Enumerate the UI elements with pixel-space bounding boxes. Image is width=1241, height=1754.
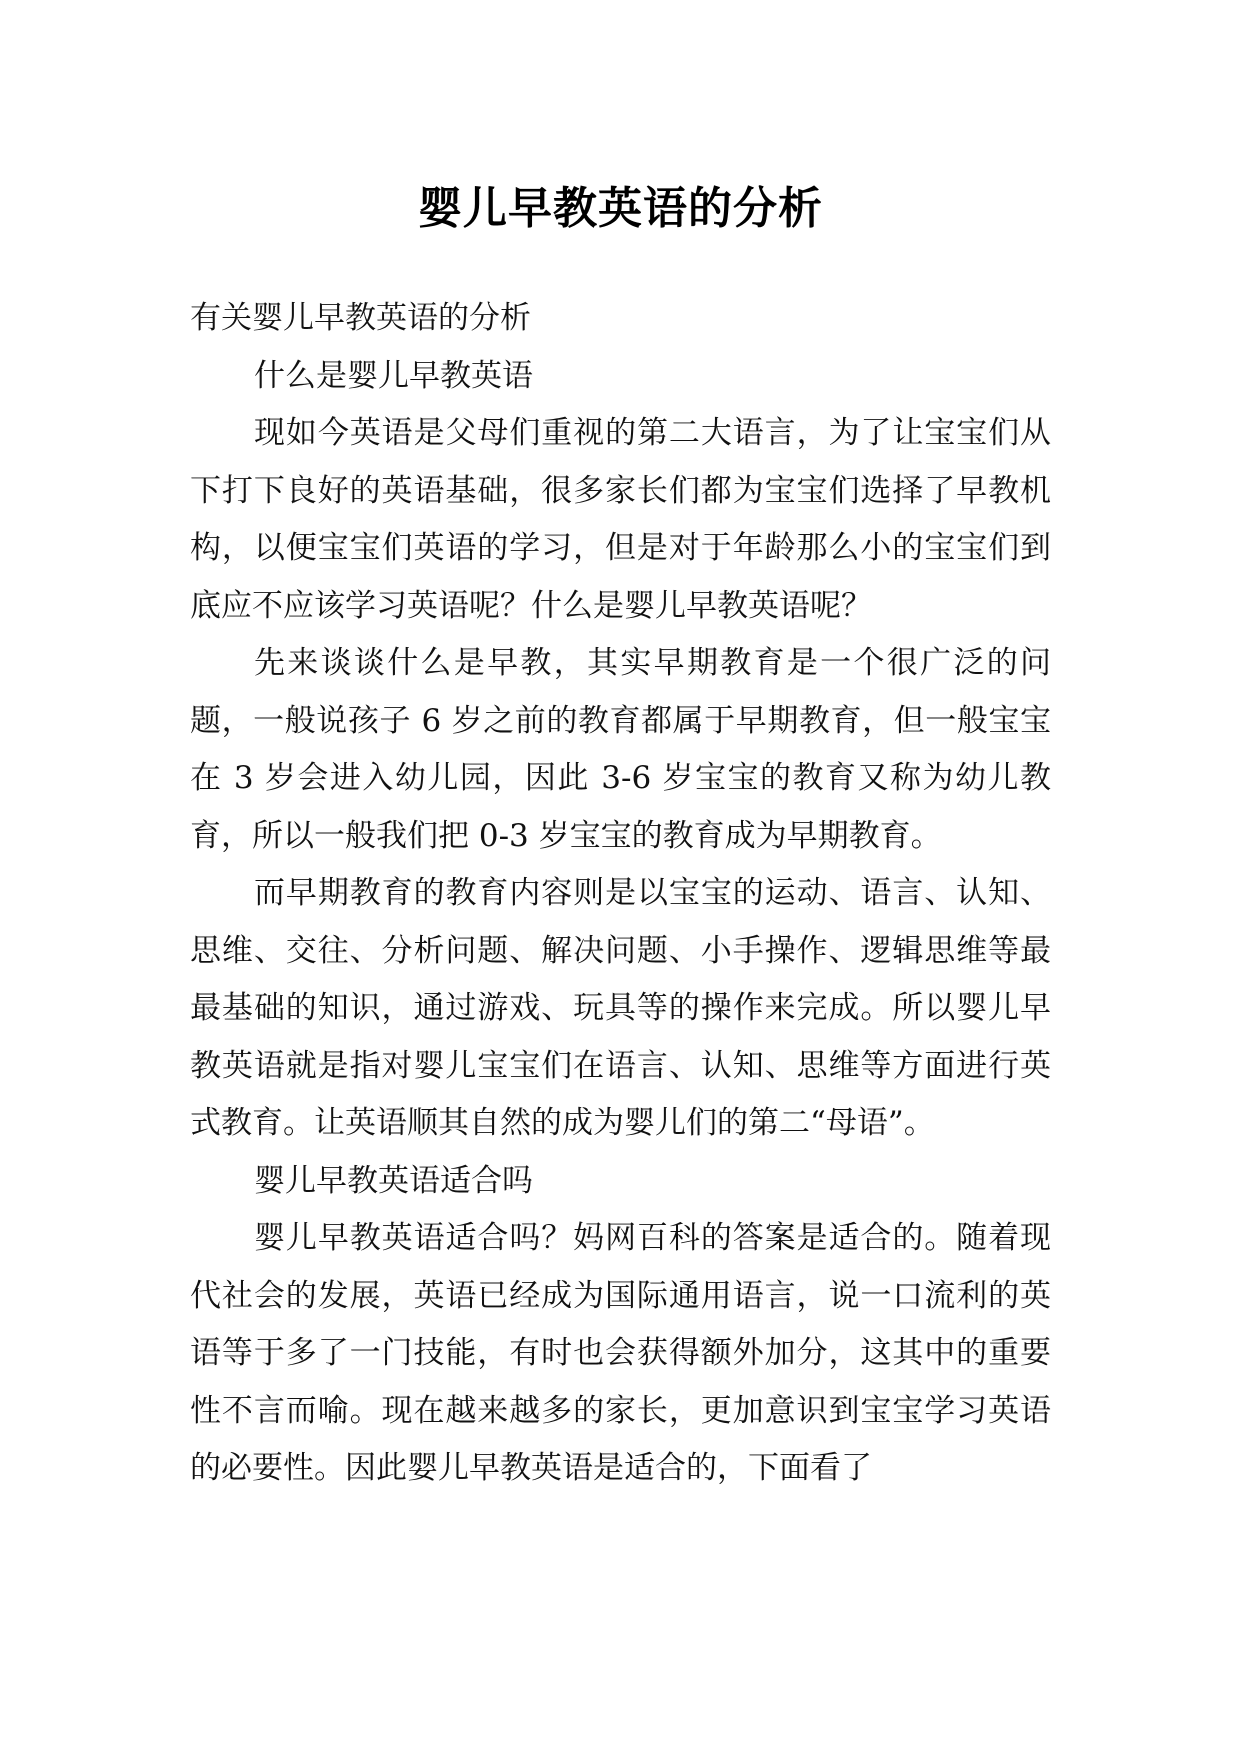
section-heading-what-is: 什么是婴儿早教英语 — [254, 357, 533, 394]
section-heading-suitable: 婴儿早教英语适合吗 — [254, 1162, 533, 1199]
paragraph-early-education: 先来谈谈什么是早教，其实早期教育是一个很广泛的问题，一般说孩子 6 岁之前的教育都属于早期教育，但一般宝宝在 3 岁会进入幼儿园，因此 3-6 岁宝宝的教育又称为幼儿教育，所以一般我们把 0-3 岁宝宝的教育成为早期教育。 — [190, 645, 1051, 854]
paragraph-suitable: 婴儿早教英语适合吗？妈网百科的答案是适合的。随着现代社会的发展，英语已经成为国际通用语言，说一口流利的英语等于多了一门技能，有时也会获得额外加分，这其中的重要性不言而喻。现在越来越多的家长，更加意识到宝宝学习英语的必要性。因此婴儿早教英语是适合的，下面看了 — [190, 1220, 1051, 1486]
paragraph-subtitle: 有关婴儿早教英语的分析 — [190, 300, 531, 336]
paragraph-education-content: 而早期教育的教育内容则是以宝宝的运动、语言、认知、思维、交往、分析问题、解决问题、小手操作、逻辑思维等最最基础的知识，通过游戏、玩具等的操作来完成。所以婴儿早教英语就是指对婴儿宝宝们在语言、认知、思维等方面进行英式教育。让英语顺其自然的成为婴儿们的第二“母语”。 — [190, 875, 1051, 1141]
document-body — [190, 290, 1051, 1498]
document-title: 婴儿早教英语的分析 — [418, 183, 823, 235]
paragraph-intro: 现如今英语是父母们重视的第二大语言，为了让宝宝们从下打下良好的英语基础，很多家长们都为宝宝们选择了早教机构，以便宝宝们英语的学习，但是对于年龄那么小的宝宝们到底应不应该学习英语呢？什么是婴儿早教英语呢？ — [190, 415, 1051, 624]
